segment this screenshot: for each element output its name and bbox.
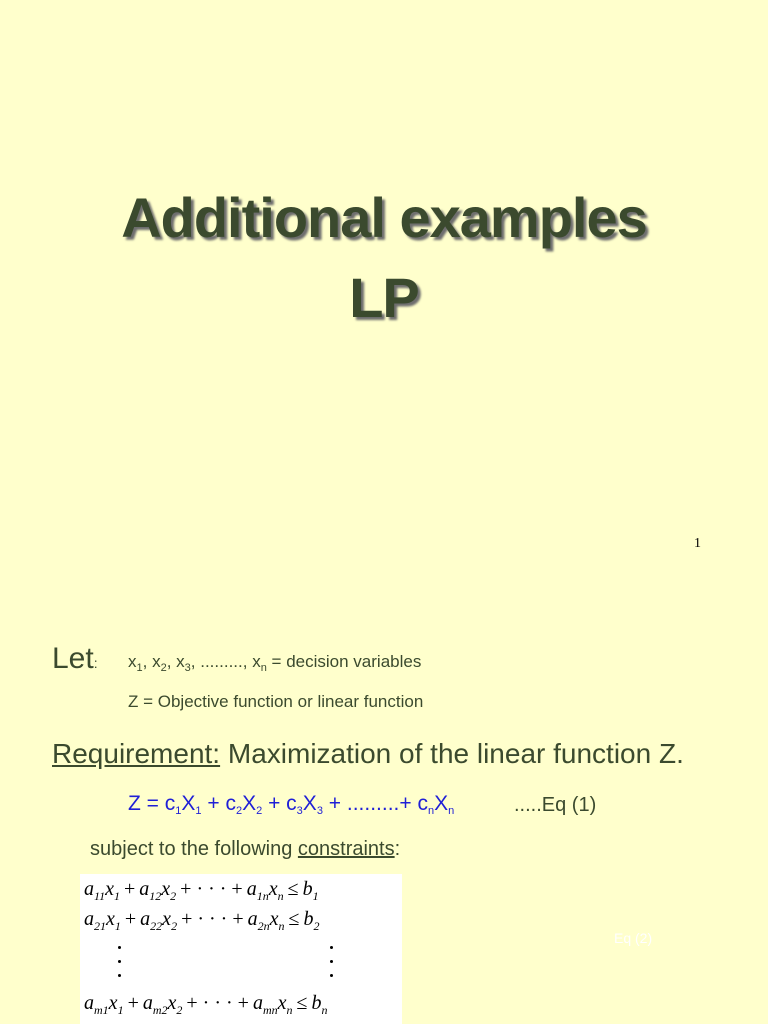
- decision-variables-definition: $x_1$, $x_2$, $x_3$, ........., $x_n$ = decision variables: [128, 652, 422, 674]
- var-x2: $x_2$: [152, 652, 167, 674]
- objective-equation: $Z = c_1X_1 + c_2X_2 + c_3X_3$ + .........+ $c_nX_n$: [128, 792, 455, 817]
- constraint-row-1: $a_{11}x_1 + a_{12}x_2$ + · · · + $a_{1n}x_n \le b_1$: [84, 878, 319, 903]
- constraint-row-2: $a_{21}x_1 + a_{22}x_2$ + · · · + $a_{2n}x_n \le b_2$: [84, 908, 320, 933]
- var-x1: $x_1$: [128, 652, 143, 674]
- page-number: 1: [694, 536, 701, 551]
- slide-2: [0, 580, 768, 1024]
- requirement-statement: Requirement: Maximization of the linear function Z.: [52, 738, 684, 769]
- eq1-label: .....Eq (1): [514, 794, 597, 816]
- var-x3: $x_3$: [176, 652, 191, 674]
- slide-title-line-1: Additional examples: [121, 186, 647, 249]
- constraints-image: [80, 874, 402, 1024]
- let-label: Let:: [52, 642, 98, 675]
- constraint-row-m: $a_{m1}x_1 + a_{m2}x_2$ + · · · + $a_{mn}x_n \le b_n$: [84, 992, 328, 1017]
- constraints-link: constraints: [297, 838, 395, 860]
- subject-to-text: subject to the following constraints:: [90, 838, 401, 860]
- var-xn: $x_n$: [252, 652, 267, 674]
- slide-title-line-2: LP: [349, 266, 419, 329]
- objective-definition: Z = Objective function or linear function: [128, 692, 424, 711]
- eq2-label: Eq (2): [614, 930, 653, 946]
